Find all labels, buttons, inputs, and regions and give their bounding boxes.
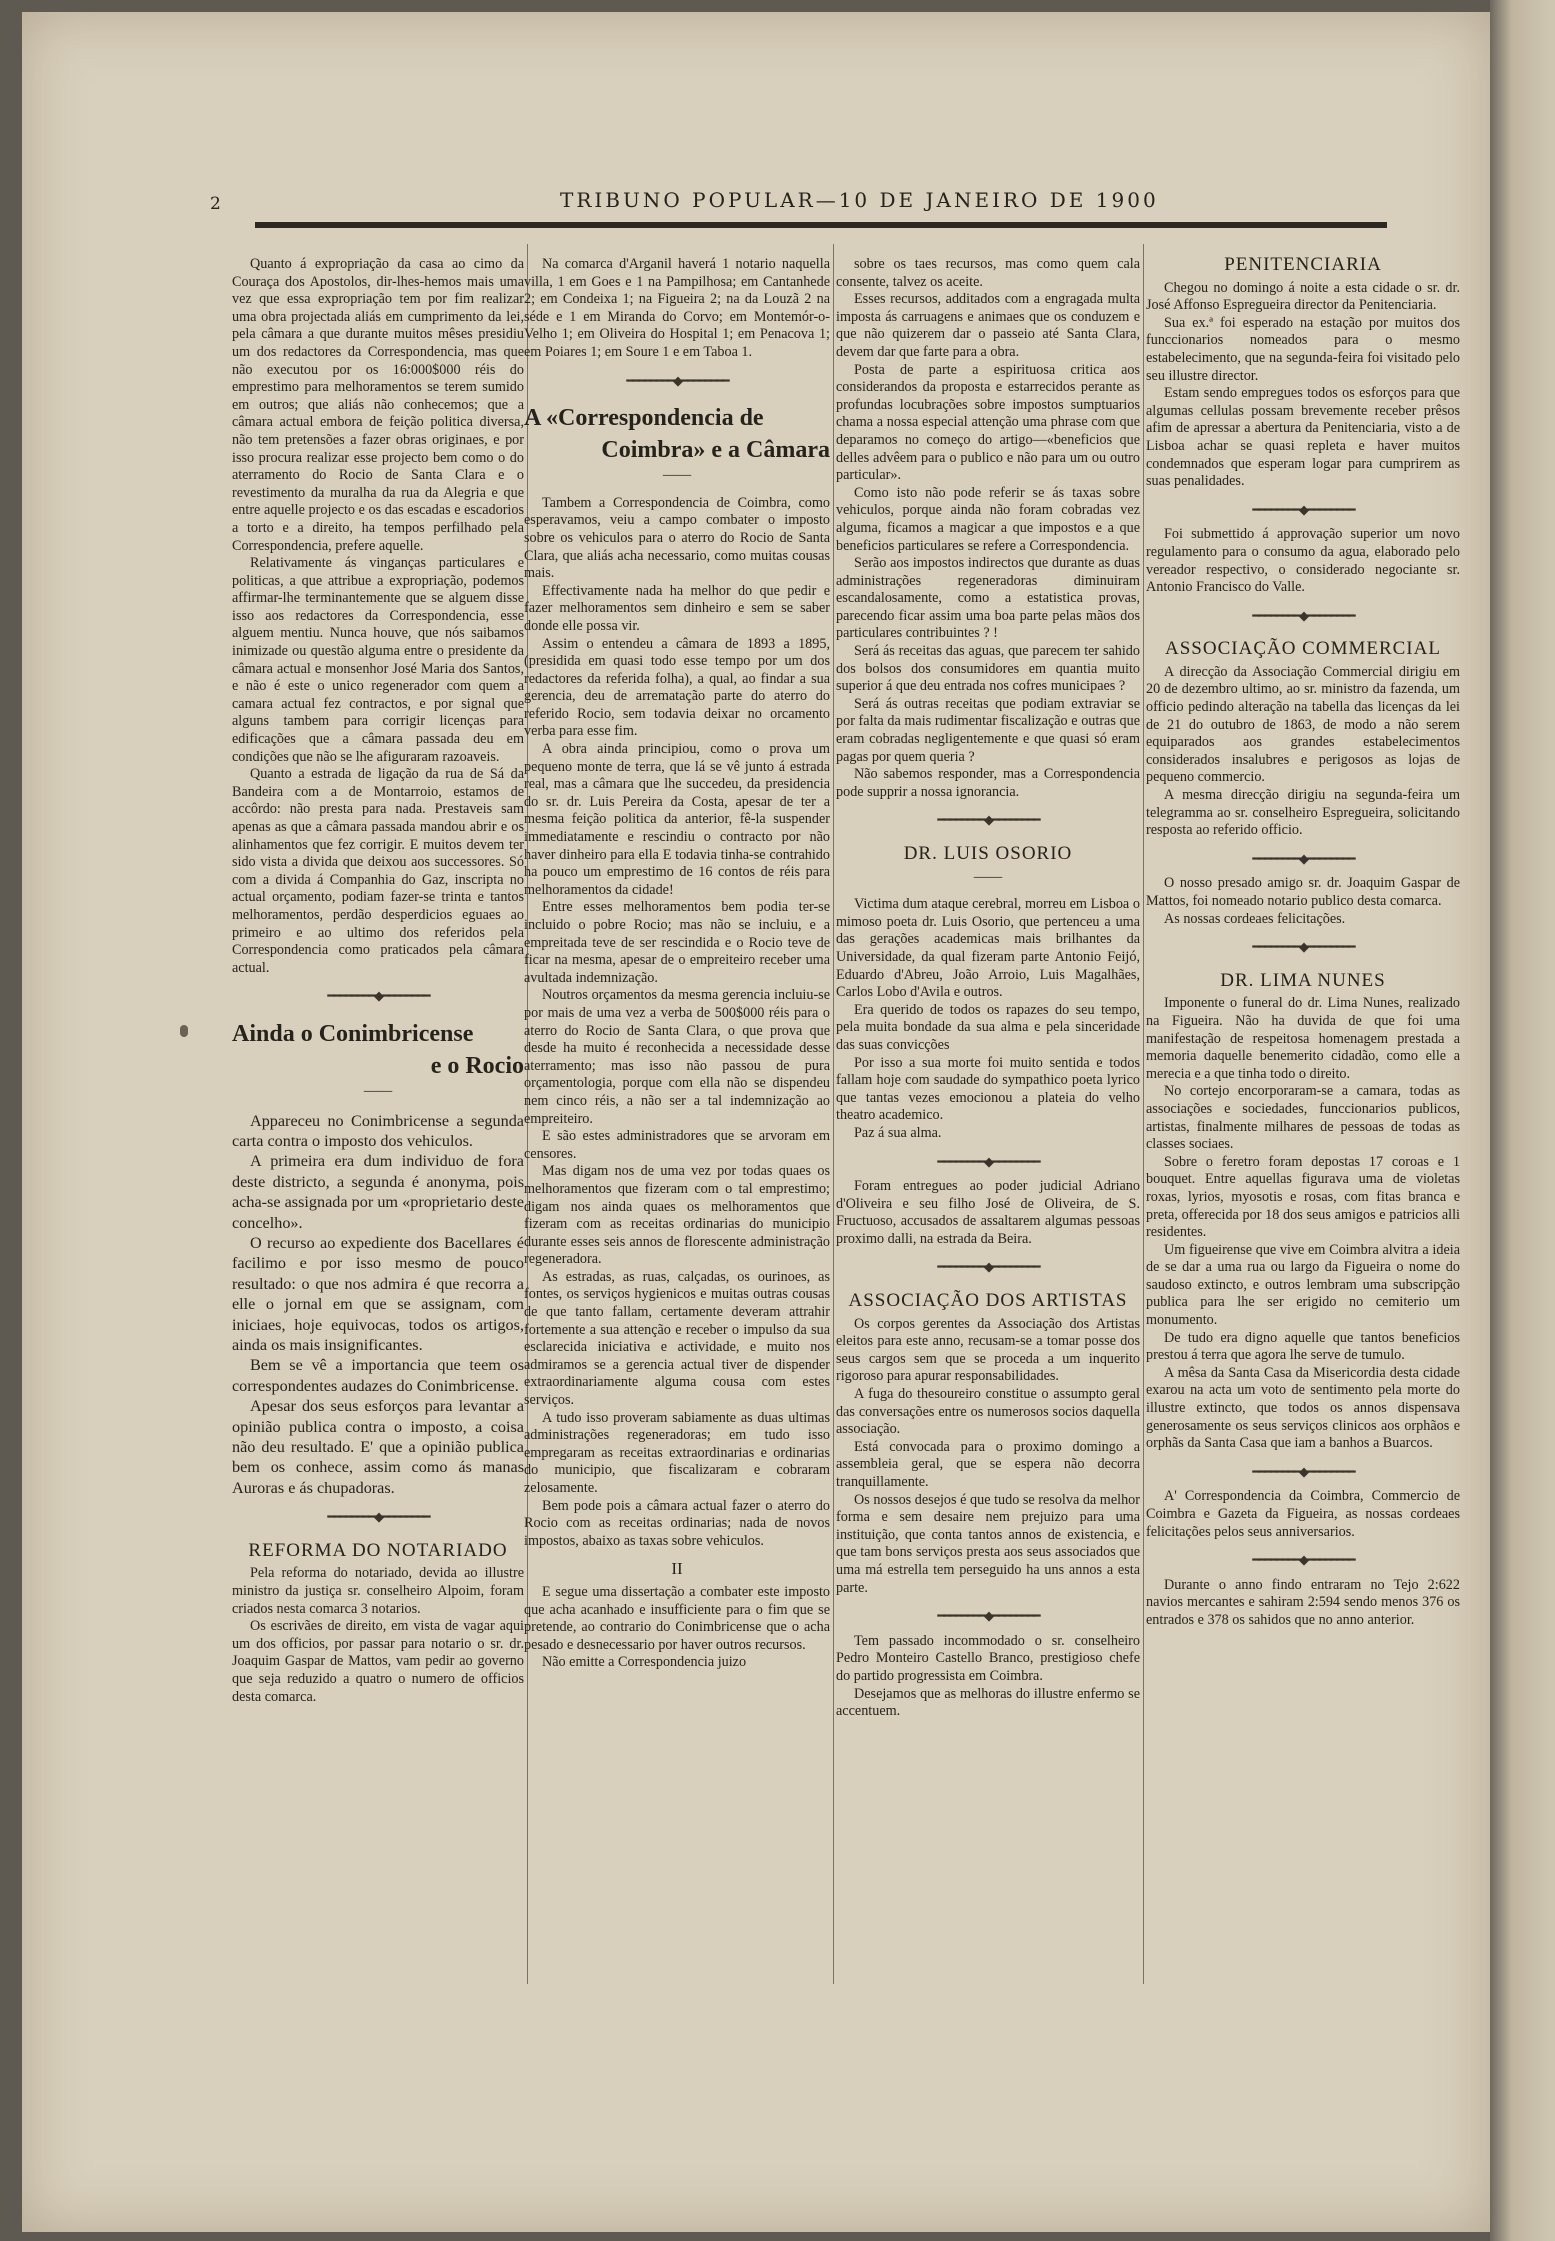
paragraph: Pela reforma do notariado, devida ao illustre ministro da justiça sr. conselheiro Alpoim, foram criados nesta comarca 3 notarios. bbox=[232, 1565, 524, 1617]
paragraph: Assim o entendeu a câmara de 1893 a 1895, (presidida em quasi todo esse tempo por um dos redactores da referida folha), a qual, ao findar a sua gerencia, deu de arrematação parte do aterro do referido Rocio, sem todavia deixar no orcamento verba para esse fim. bbox=[524, 635, 830, 740]
heading-correspondencia-line2: Coimbra» e a Câmara bbox=[601, 437, 830, 464]
paragraph: Está convocada para o proximo domingo a assembleia geral, que se espera não decorra tranquillamente. bbox=[836, 1438, 1140, 1490]
paragraph: Será ás receitas das aguas, que parecem ter sahido dos bolsos dos consumidores em quantia muito superior á que deu entrada nos cofres municipaes ? bbox=[836, 643, 1140, 695]
column-divider bbox=[1143, 244, 1144, 1984]
heading-dash: —— bbox=[973, 868, 1003, 885]
article-separator: ━━━━━━━━◆━━━━━━━━ bbox=[1252, 607, 1354, 623]
paragraph: As nossas cordeaes felicitações. bbox=[1164, 910, 1346, 927]
paragraph: Estam sendo empregues todos os esforços para que algumas cellulas possam brevemente receber prêsos afim de apressar a abertura da Penitenciaria, visto a de Lisboa achar se quasi repleta e haver muitos condemnados que esperam logar para cumprirem as suas penalidades. bbox=[1146, 385, 1460, 490]
article-separator: ━━━━━━━━◆━━━━━━━━ bbox=[1252, 1552, 1354, 1568]
heading-commercial: ASSOCIAÇÃO COMMERCIAL bbox=[1165, 638, 1441, 660]
paragraph: Será ás outras receitas que podiam extraviar se por falta da mais rudimentar fiscalização e outras que eram cobradas negligentemente e que quasi só eram pagas por quem queria ? bbox=[836, 695, 1140, 765]
paragraph: Bem se vê a importancia que teem os correspondentes audazes do Conimbricense. bbox=[232, 1356, 524, 1395]
paragraph: Bem pode pois a câmara actual fazer o aterro do Rocio com as receitas ordinarias; nada de novos impostos, abaixo as taxas sobre vehiculos. bbox=[524, 1497, 830, 1549]
paragraph: sobre os taes recursos, mas como quem cala consente, talvez os aceite. bbox=[836, 256, 1140, 290]
article-separator: ━━━━━━━━◆━━━━━━━━ bbox=[1252, 501, 1354, 517]
heading-osorio: DR. LUIS OSORIO bbox=[903, 843, 1073, 864]
article-separator: ━━━━━━━━◆━━━━━━━━ bbox=[1252, 850, 1354, 866]
ink-blot bbox=[180, 1025, 188, 1037]
paragraph: Os corpos gerentes da Associação dos Artistas eleitos para este anno, recusam-se a tomar posse dos seus cargos sem que se proceda a um inquerito rigoroso para apurar responsabilidades. bbox=[836, 1315, 1140, 1385]
paragraph: Appareceu no Conimbricense a segunda carta contra o imposto dos vehiculos. bbox=[232, 1111, 524, 1150]
page-number: 2 bbox=[210, 194, 221, 214]
heading-correspondencia-line1: A «Correspondencia de bbox=[524, 405, 764, 432]
paragraph: Os nossos desejos é que tudo se resolva da melhor forma e sem desaire nem prejuizo para uma instituição, que conta tantos annos de existencia, e que tam bons serviços presta aos seus associados que uma má estrella tem perseguido ha uns annos a esta parte. bbox=[836, 1491, 1140, 1596]
paragraph: Por isso a sua morte foi muito sentida e todos fallam hoje com saudade do sympathico poeta lyrico que tantas vezes emocionou a plateia do velho theatro academico. bbox=[836, 1054, 1140, 1124]
paragraph: Não emitte a Correspondencia juizo bbox=[542, 1654, 747, 1671]
paragraph: Posta de parte a espirituosa critica aos considerandos da proposta e estarrecidos perante as profundas locubrações sobre impostos sumptuarios chama a nossa especial attenção uma phrase com que deparamos no começo do artigo—«beneficios que delles advêem para o publico e não para um ou outro particular». bbox=[836, 361, 1140, 484]
masthead-rule bbox=[255, 222, 1387, 228]
column-divider bbox=[833, 244, 834, 1984]
paragraph: Apesar dos seus esforços para levantar a opinião publica contra o imposto, a coisa não deu resultado. E' que a opinião publica bem os conhece, assim como ás manas Auroras e ás chupadoras. bbox=[232, 1397, 524, 1497]
article-separator: ━━━━━━━━◆━━━━━━━━ bbox=[937, 1608, 1039, 1624]
paragraph: Os escrivães de direito, em vista de vagar aqui um dos officios, por passar para notario o sr. dr. Joaquim Gaspar de Mattos, vam pedir ao governo que seja reduzido a quatro o numero de officios desta comarca. bbox=[232, 1618, 524, 1705]
paragraph: Relativamente ás vinganças particulares e politicas, a que attribue a expropriação, podemos affirmar-lhe terminantemente que se alguem disse isso aos redactores da Correspondencia, esse alguem mentiu. Nunca houve, que nós saibamos inimizade ou questão alguma entre o presidente da câmara actual e monsenhor José Maria dos Santos, e não é este o unico regenerador com quem a camara actual fez contractos, e por signal que alguns tambem para corrigir licenças para edificações que a câmara passada deu em condições que não se lhe afiguraram razoaveis. bbox=[232, 555, 524, 765]
paragraph: O nosso presado amigo sr. dr. Joaquim Gaspar de Mattos, foi nomeado notario publico desta comarca. bbox=[1146, 875, 1460, 909]
heading-ainda-line2: e o Rocio bbox=[430, 1052, 524, 1079]
paragraph: O recurso ao expediente dos Bacellares é facilimo e por isso mesmo de pouco resultado: o que nos admira é que recorra a elle o jornal em que se assignam, com iniciaes, hoje equivocas, todos os artigos, ainda os mais insignificantes. bbox=[232, 1233, 524, 1354]
paragraph: A obra ainda principiou, como o prova um pequeno monte de terra, que lá se vê junto á estrada real, mas a câmara que lhe succedeu, da presidencia do sr. dr. Luis Pereira da Costa, apesar de ter a mesma feição politica da anterior, fê-la suspender immediatamente e rescindiu o contracto por não haver dinheiro para ella E todavia tinha-se contrahido ha pouco um emprestimo de 16 contos de réis para melhoramentos da cidade! bbox=[524, 741, 830, 898]
paragraph: A primeira era dum individuo de fora deste districto, a segunda é anonyma, pois acha-se assignada por um «proprietario deste concelho». bbox=[232, 1152, 524, 1232]
paragraph: Foi submettido á approvação superior um novo regulamento para o consumo da agua, elaborado pelo vereador respectivo, o considerado negociante sr. Antonio Francisco do Valle. bbox=[1146, 526, 1460, 596]
paragraph: Sua ex.ª foi esperado na estação por muitos dos funccionarios nomeados para o mesmo estabelecimento, que na segunda-feira foi visitado pelo seu illustre director. bbox=[1146, 314, 1460, 384]
paragraph: Esses recursos, additados com a engragada multa imposta ás carruagens e animaes que os conduzem e que não quizerem dar o passeio até Santa Clara, devem dar que farte para a obra. bbox=[836, 291, 1140, 360]
heading-dash: —— bbox=[662, 467, 692, 484]
paragraph: Na comarca d'Arganil haverá 1 notario naquella villa, 1 em Goes e 1 na Pampilhosa; em Cantanhede 2; em Condeixa 1; na Figueira 2; na da Louzã 2 na séde e 1 em Miranda do Corvo; em Montemór-o-Velho 1; em Oliveira do Hospital 1; em Penacova 1; em Poiares 1; em Soure 1 e em Taboa 1. bbox=[524, 256, 830, 360]
paragraph: Foram entregues ao poder judicial Adriano d'Oliveira e seu filho José de Oliveira, de S. Fructuoso, accusados de assaltarem algumas pessoas proximo dalli, na estrada da Beira. bbox=[836, 1178, 1140, 1247]
article-separator: ━━━━━━━━◆━━━━━━━━ bbox=[1252, 1463, 1354, 1479]
heading-penitenciaria: PENITENCIARIA bbox=[1224, 254, 1382, 275]
paragraph: De tudo era digno aquelle que tantos beneficios prestou á terra que agora lhe serve de tumulo. bbox=[1146, 1329, 1460, 1364]
paragraph: Paz á sua alma. bbox=[854, 1124, 942, 1141]
paragraph: Serão aos impostos indirectos que durante as duas administrações regeneradoras diminuiram escandalosamente, como a estatistica provas, parecendo ficar assim uma boa parte pelas mãos dos particulares contribuintes ? ! bbox=[836, 555, 1140, 642]
paragraph: As estradas, as ruas, calçadas, os ourinoes, as fontes, os serviços hygienicos e muitas outras cousas de que tanto fallam, certamente deveram attrahir fortemente a sua attenção e receber o impulso da sua esclarecida iniciativa e actividade, e muito nos admiramos se a gerencia actual tiver de dispender extraordinariamente alguma cousa com estes serviços. bbox=[524, 1268, 830, 1409]
paragraph: A mêsa da Santa Casa da Misericordia desta cidade exarou na acta um voto de sentimento pela morte do illustre extincto, que todos os annos dispensava generosamente os seus serviços clinicos aos orphãos e orphãs da Santa Casa que iam a banhos a Buarcos. bbox=[1146, 1364, 1460, 1452]
article-separator: ━━━━━━━━◆━━━━━━━━ bbox=[626, 372, 728, 388]
column-1 bbox=[232, 256, 524, 1706]
paragraph: Imponente o funeral do dr. Lima Nunes, realizado na Figueira. Não ha duvida de que foi uma manifestação de respeitosa homenagem prestada a memoria daquelle benemerito cidadão, como elle a merecia e a que tinha todo o direito. bbox=[1146, 995, 1460, 1082]
paragraph: Como isto não pode referir se ás taxas sobre vehiculos, porque ainda não foram cobradas vez alguma, ficamos a magicar a que impostos e a que beneficios particulares se refere a Correspondencia. bbox=[836, 484, 1140, 554]
paragraph: Tem passado incommodado o sr. conselheiro Pedro Monteiro Castello Branco, prestigioso chefe do partido progressista em Coimbra. bbox=[836, 1632, 1140, 1684]
paragraph: Mas digam nos de uma vez por todas quaes os melhoramentos que fizeram com o tal emprestimo; digam nos ainda quaes os melhoramentos que fizeram com as receitas ordinarias do municipio durante esses seis annos de florescente administração regeneradora. bbox=[524, 1163, 830, 1268]
paragraph: A direcção da Associação Commercial dirigiu em 20 de dezembro ultimo, ao sr. ministro da fazenda, um officio pedindo alteração na tabella das licenças da lei de 21 do outubro de 1863, de modo a não serem equiparados aos grandes estabelecimentos considerados insalubres e perigosos as lojas de pequeno commercio. bbox=[1146, 663, 1460, 786]
paragraph: A tudo isso proveram sabiamente as duas ultimas administrações regeneradoras; em tudo isso empregaram as receitas extraordinarias e ordinarias do municipio, que fiscalizaram e cobraram zelosamente. bbox=[524, 1409, 830, 1496]
section-number: II bbox=[671, 1559, 683, 1579]
paragraph: Não sabemos responder, mas a Correspondencia pode supprir a nossa ignorancia. bbox=[836, 766, 1140, 800]
paragraph: Chegou no domingo á noite a esta cidade o sr. dr. José Affonso Espregueira director da Penitenciaria. bbox=[1146, 279, 1460, 314]
paragraph: E são estes administradores que se arvoram em censores. bbox=[524, 1128, 830, 1162]
heading-notariado: REFORMA DO NOTARIADO bbox=[248, 1539, 508, 1561]
paragraph: Um figueirense que vive em Coimbra alvitra a ideia de se dar a uma rua ou largo da Figueira o nome do saudoso extincto, e outros lembram uma subscripção publica para lhe ser erigido no cemiterio um monumento. bbox=[1146, 1241, 1460, 1329]
paragraph: Entre esses melhoramentos bem podia ter-se incluido o pobre Rocio; mas não se incluiu, e a empreitada teve de ser rescindida e o Rocio teve de ficar na mesma, apesar de o empreiteiro receber uma avultada indemnização. bbox=[524, 899, 830, 986]
heading-lima-nunes: DR. LIMA NUNES bbox=[1220, 969, 1386, 991]
adjacent-page-edge bbox=[1490, 0, 1555, 2241]
paragraph: No cortejo encorporaram-se a camara, todas as associações e sociedades, funccionarios publicos, artistas, finalmente milhares de pessoas de todas as classes sociaes. bbox=[1146, 1083, 1460, 1153]
article-separator: ━━━━━━━━◆━━━━━━━━ bbox=[1252, 939, 1354, 955]
column-3 bbox=[836, 256, 1140, 1721]
paragraph: Durante o anno findo entraram no Tejo 2:622 navios mercantes e sahiram 2:594 sendo menos 376 os entrados e 378 os sahidos que no anno anterior. bbox=[1146, 1576, 1460, 1628]
column-4 bbox=[1146, 256, 1460, 1630]
article-ainda bbox=[232, 1111, 524, 1499]
paragraph: Quanto á expropriação da casa ao cimo da Couraça dos Apostolos, dir-lhes-hemos mais uma vez que essa expropriação tem por fim realizar uma obra projectada aliás em cumprimento da lei, pela câmara a que durante muitos mêses presidiu um dos redactores da Correspondencia, mas que não executou por os 16:000$000 réis do emprestimo para melhoramentos se terem sumido em outros; que aliás não conhecemos; que a câmara actual embora de feição politica diversa, não tem pretensões a fazer obras originaes, e por isso procura realizar esse projecto bem como o do aterramento do Rocio de Santa Clara e o revestimento da muralha da rua da Alegria e que entre aquelle projecto e os das escadas e escadorios a torto e a direito, ha tempos perfilhado pela Correspondencia, prefere aquelle. bbox=[232, 256, 524, 554]
paragraph: E segue uma dissertação a combater este imposto que acha acanhado e insufficiente para o fim que se pretende, ao contrario do Conimbricense que o acha pesado e desnecessario por haver outros recursos. bbox=[524, 1583, 830, 1653]
paragraph: Tambem a Correspondencia de Coimbra, como esperavamos, veiu a campo combater o imposto sobre os vehiculos para o aterro do Rocio de Santa Clara, que aliás acha necessario, como muitas cousas mais. bbox=[524, 494, 830, 582]
paragraph: Sobre o feretro foram depostas 17 coroas e 1 bouquet. Entre aquellas figurava uma de violetas roxas, lyrios, myosotis e rosas, com fitas branca e preta, offerecida por 18 dos seus amigos e patricios alli residentes. bbox=[1146, 1153, 1460, 1241]
article-separator: ━━━━━━━━◆━━━━━━━━ bbox=[327, 988, 429, 1004]
heading-dash: —— bbox=[363, 1082, 393, 1099]
masthead: TRIBUNO POPULAR—10 DE JANEIRO DE 1900 bbox=[560, 188, 1159, 212]
article-separator: ━━━━━━━━◆━━━━━━━━ bbox=[937, 1153, 1039, 1169]
heading-ainda-line1: Ainda o Conimbricense bbox=[232, 1020, 474, 1047]
article-separator: ━━━━━━━━◆━━━━━━━━ bbox=[937, 1259, 1039, 1275]
column-2 bbox=[524, 256, 830, 1672]
paragraph: Quanto a estrada de ligação da rua de Sá da Bandeira com a de Montarroio, estamos de accôrdo: não presta para nada. Prestaveis sam apenas as que a câmara passada mandou abrir e os alinhamentos que fez corrigir. E muitos devem ter sido vista a divida que deixou aos successores. Só com a divida á Companhia do Gaz, inscripta no actual orçamento, podiam fazer-se trinta e tantos melhoramentos, perdão desperdicios eguaes ao primeiro e ao ultimo dos referidos pela Correspondencia como praticados pela câmara actual. bbox=[232, 766, 524, 976]
paragraph: Desejamos que as melhoras do illustre enfermo se accentuem. bbox=[836, 1685, 1140, 1720]
paragraph: A' Correspondencia da Coimbra, Commercio de Coimbra e Gazeta da Figueira, as nossas cordeaes felicitações pelos seus anniversarios. bbox=[1146, 1488, 1460, 1540]
paragraph: A fuga do thesoureiro constitue o assumpto geral das conversações entre os numerosos socios daquella associação. bbox=[836, 1386, 1140, 1438]
paragraph: A mesma direcção dirigiu na segunda-feira um telegramma ao sr. conselheiro Espregueira, solicitando resposta ao referido officio. bbox=[1146, 787, 1460, 839]
paragraph: Victima dum ataque cerebral, morreu em Lisboa o mimoso poeta dr. Luis Osorio, que pertenceu a uma das gerações academicas mais brilhantes da Universidade, da qual fizeram parte Antonio Feijó, Eduardo d'Abreu, João Arroio, Luis Magalhães, Carlos Lobo d'Avila e outros. bbox=[836, 896, 1140, 1001]
paragraph: Effectivamente nada ha melhor do que pedir e fazer melhoramentos sem dinheiro e sem se saber donde elle possa vir. bbox=[524, 582, 830, 634]
article-separator: ━━━━━━━━◆━━━━━━━━ bbox=[327, 1509, 429, 1525]
paragraph: Noutros orçamentos da mesma gerencia incluiu-se por mais de uma vez a verba de 500$000 réis para o aterro do Rocio de Santa Clara, o que prova que desde ha muito é reconhecida a necessidade desse aterramento; mas isso não passou de pura orçamentologia, porque com ella não se dispendeu nem cinco réis, a não ser a tal indemnização ao empreiteiro. bbox=[524, 987, 830, 1127]
paragraph: Era querido de todos os rapazes do seu tempo, pela muita bondade da sua alma e pela sinceridade das suas convicções bbox=[836, 1001, 1140, 1053]
article-separator: ━━━━━━━━◆━━━━━━━━ bbox=[937, 812, 1039, 828]
heading-artistas: ASSOCIAÇÃO DOS ARTISTAS bbox=[848, 1290, 1128, 1312]
